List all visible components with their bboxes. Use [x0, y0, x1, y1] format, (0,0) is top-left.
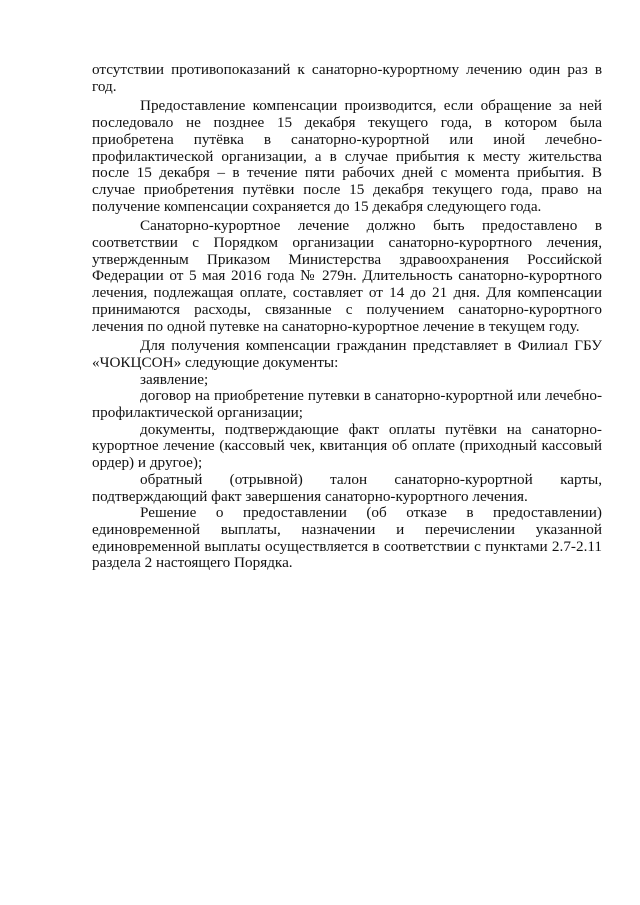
paragraph-decision: Решение о предоставлении (об отказе в предоставлении) единовременной выплаты, назначении и перечислении указанной единовременной выплаты осуществляется в соответствии с пунктами 2.7-2.11 раздела 2 настоящего Порядка. — [92, 504, 602, 572]
paragraph-documents-intro: Для получения компенсации гражданин представляет в Филиал ГБУ «ЧОКЦСОН» следующие документы: — [92, 337, 602, 371]
paragraph-continuation: отсутствии противопоказаний к санаторно-курортному лечению один раз в год. — [92, 61, 602, 95]
paragraph-treatment-order: Санаторно-курортное лечение должно быть предоставлено в соответствии с Порядком организации санаторно-курортного лечения, утвержденным Приказом Министерства здравоохранения Российской Федерации от 5 мая 2016 года № 279н. Длительность санаторно-курортного лечения, подлежащая оплате, составляет от 14 до 21 дня. Для компенсации принимаются расходы, связанные с получением санаторно-курортного лечения по одной путевке на санаторно-курортное лечение в текущем году. — [92, 217, 602, 335]
list-item-payment-documents: документы, подтверждающие факт оплаты путёвки на санаторно-курортное лечение (кассовый чек, квитанция об оплате (приходный кассовый ордер) и другое); — [92, 420, 602, 472]
paragraph-compensation-deadline: Предоставление компенсации производится, если обращение за ней последовало не позднее 15 декабря текущего года, в котором была приобретена путёвка в санаторно-курортной или иной лечебно-профилактической организации, а в случае прибытия к месту жительства после 15 декабря – в течение пяти рабочих дней с момента прибытия. В случае приобретения путёвки после 15 декабря текущего года, право на получение компенсации сохраняется до 15 декабря следующего года. — [92, 97, 602, 215]
document-body — [92, 62, 602, 572]
list-item-application: заявление; — [140, 370, 209, 388]
list-item-return-coupon: обратный (отрывной) талон санаторно-курортной карты, подтверждающий факт завершения санаторно-курортного лечения. — [92, 470, 602, 505]
list-item-contract: договор на приобретение путевки в санаторно-курортной или лечебно-профилактической организации; — [92, 387, 602, 422]
